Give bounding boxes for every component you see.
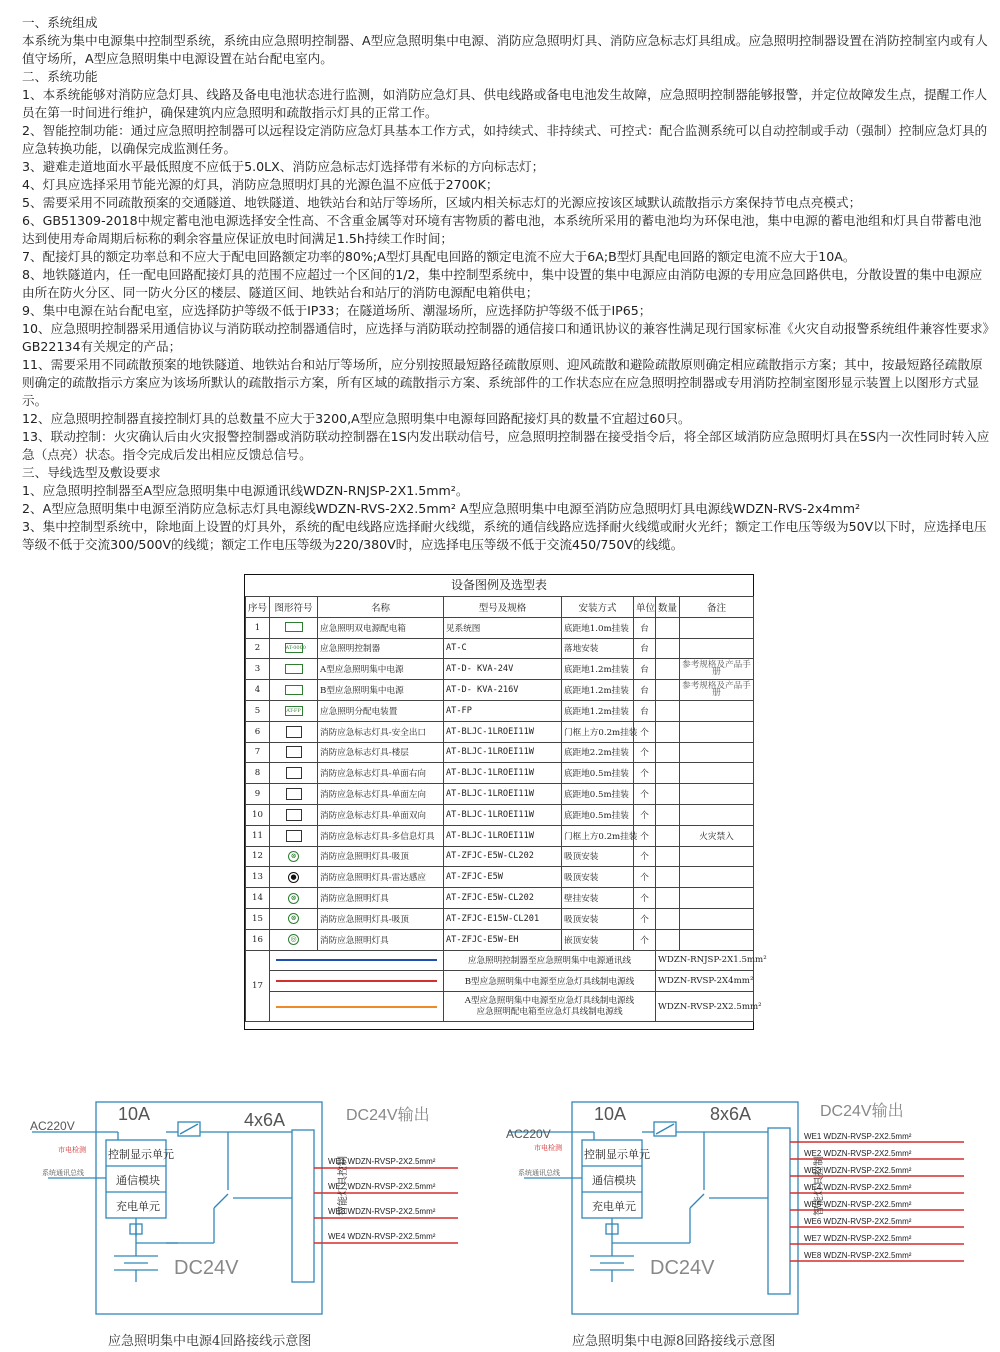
fuse-label: 10A <box>594 1104 627 1124</box>
circuit-label: WE6 WDZN-RVSP-2X2.5mm² <box>804 1217 912 1226</box>
cell-install: 门框上方0.2m挂装 <box>562 721 634 742</box>
line-desc: 应急照明控制器至应急照明集中电源通讯线 <box>444 950 656 971</box>
line-spec: WDZN-RNJSP-2X1.5mm² <box>656 950 754 971</box>
cell-install: 底距地1.2m挂装 <box>562 700 634 721</box>
cell-name: 应急照明双电源配电箱 <box>318 617 444 638</box>
table-row <box>246 742 754 763</box>
table-row <box>246 680 754 701</box>
heading-composition: 一、系统组成 <box>22 15 98 30</box>
line-desc-a: A型应急照明集中电源至应急灯具线制电源线 <box>464 995 635 1006</box>
cell-note <box>680 888 754 909</box>
wiring-diagram-4-circuit <box>28 1098 468 1320</box>
cell-note <box>680 617 754 638</box>
sign-light-symbol-icon <box>286 726 302 738</box>
dc-label: DC24V <box>650 1257 715 1279</box>
cell-symbol <box>270 680 318 701</box>
line-sample-cell <box>270 950 444 971</box>
table-row <box>246 804 754 825</box>
cell-qty <box>656 908 680 929</box>
cell-no: 11 <box>246 825 270 846</box>
equipment-symbol-icon <box>285 622 303 632</box>
cell-no: 3 <box>246 659 270 680</box>
cell-qty <box>656 846 680 867</box>
line-legend <box>246 950 767 1022</box>
cell-name: 消防应急照明灯具-吸顶 <box>318 908 444 929</box>
cell-unit: 台 <box>634 680 656 701</box>
fuse-label: 10A <box>118 1104 151 1124</box>
cell-symbol <box>270 929 318 950</box>
cell-install: 壁挂安装 <box>562 888 634 909</box>
cell-install: 底距地1.2m挂装 <box>562 659 634 680</box>
cell-unit: 个 <box>634 742 656 763</box>
paragraph: 7、配接灯具的额定功率总和不应大于配电回路额定功率的80%;A型灯具配电回路的额定电流不应大于6A;B型灯具配电回路的额定电流不应大于10A。 <box>22 249 856 264</box>
cell-symbol <box>270 659 318 680</box>
cell-unit: 个 <box>634 804 656 825</box>
cell-no: 5 <box>246 700 270 721</box>
equipment-symbol-icon <box>285 685 303 695</box>
circuit-label: WE7 WDZN-RVSP-2X2.5mm² <box>804 1234 912 1243</box>
cell-unit: 个 <box>634 908 656 929</box>
table-row <box>246 888 754 909</box>
diagram-caption-right: 应急照明集中电源8回路接线示意图 <box>572 1334 776 1349</box>
table-body <box>246 617 754 950</box>
table-row <box>246 846 754 867</box>
cell-qty <box>656 888 680 909</box>
paragraph: 3、集中控制型系统中，除地面上设置的灯具外，系统的配电线路应选择耐火线缆，系统的通信线路应选择耐火线缆或耐火光纤；额定工作电压等级为50V以下时，应选择电压等级不低于交流300/500V的线缆；额定工作电压等级为220/380V时，应选择电压等级不低于交流450/750V的线缆。 <box>22 519 987 552</box>
cell-symbol <box>270 825 318 846</box>
cell-unit: 台 <box>634 617 656 638</box>
paragraph: 2、智能控制功能：通过应急照明控制器可以远程设定消防应急灯具基本工作方式，如持续式、非持续式、可控式：配合监测系统可以自动控制或手动（强制）控制应急灯具的应急转换功能，以确保完成监测任务。 <box>22 123 988 156</box>
line-row <box>246 950 754 971</box>
ac-label: AC220V <box>30 1119 75 1133</box>
ac-sub-label: 市电检测 <box>534 1145 562 1152</box>
sign-light-symbol-icon <box>286 809 302 821</box>
cell-no: 2 <box>246 638 270 659</box>
light-symbol-icon: ● <box>288 872 299 883</box>
circuit-label: WE2 WDZN-RVSP-2X2.5mm² <box>804 1149 912 1158</box>
paragraph: 本系统为集中电源集中控制型系统，系统由应急照明控制器、A型应急照明集中电源、消防应急照明灯具、消防应急标志灯具组成。应急照明控制器设置在消防控制室内或有人值守场所，A型应急照明集中电源设置在站台配电室内。 <box>22 33 988 66</box>
cell-no: 1 <box>246 617 270 638</box>
circuit-label: WE3 WDZN-RVSP-2X2.5mm² <box>804 1166 912 1175</box>
cell-model: AT-FP <box>444 700 562 721</box>
cell-qty <box>656 804 680 825</box>
circuit-label: WE1 WDZN-RVSP-2X2.5mm² <box>328 1157 436 1166</box>
line-desc-b: 应急照明配电箱至应急灯具线制电源线 <box>476 1006 623 1017</box>
line-spec: WDZN-RVSP-2X4mm² <box>656 971 754 992</box>
cell-no: 7 <box>246 742 270 763</box>
cell-symbol <box>270 846 318 867</box>
paragraph: 9、集中电源在站台配电室，应选择防护等级不低于IP33；在隧道场所、潮湿场所，应选择防护等级不低于IP65； <box>22 303 652 318</box>
circuit-label: WE5 WDZN-RVSP-2X2.5mm² <box>804 1200 912 1209</box>
cell-symbol <box>270 763 318 784</box>
module-label: 充电单元 <box>116 1201 160 1213</box>
cell-model: AT-ZFJC-E15W-CL201 <box>444 908 562 929</box>
cell-name: 消防应急照明灯具 <box>318 888 444 909</box>
cell-note <box>680 700 754 721</box>
cell-name: 消防应急照明灯具-吸顶 <box>318 846 444 867</box>
cell-model: AT-BLJC-1LROEI11W <box>444 742 562 763</box>
line-desc <box>444 992 656 1022</box>
line-sample-cell <box>270 992 444 1022</box>
cell-install: 底距地0.5m挂装 <box>562 784 634 805</box>
cell-name: B型应急照明集中电源 <box>318 680 444 701</box>
cell-note: 参考规格及产品手册 <box>680 659 754 680</box>
ac-label: AC220V <box>506 1127 551 1141</box>
cell-qty <box>656 721 680 742</box>
cell-no: 8 <box>246 763 270 784</box>
cell-model: AT-ZFJC-E5W-EH <box>444 929 562 950</box>
sys-line-label: 系统通讯总线 <box>518 1170 560 1177</box>
cell-qty <box>656 680 680 701</box>
cell-model: AT-C <box>444 638 562 659</box>
cell-qty <box>656 742 680 763</box>
module-label: 通信模块 <box>592 1175 636 1187</box>
col-header: 型号及规格 <box>444 597 562 618</box>
col-header: 安装方式 <box>562 597 634 618</box>
cell-qty <box>656 929 680 950</box>
table-title: 设备图例及选型表 <box>245 575 753 597</box>
table-row <box>246 825 754 846</box>
circuit-label: WE3 WDZN-RVSP-2X2.5mm² <box>328 1207 436 1216</box>
cell-model: AT-D- KVA-216V <box>444 680 562 701</box>
table-row <box>246 929 754 950</box>
cell-qty <box>656 784 680 805</box>
cell-note <box>680 929 754 950</box>
table-row <box>246 721 754 742</box>
sign-light-symbol-icon <box>286 788 302 800</box>
out-fuse-label: 8x6A <box>710 1104 752 1124</box>
cell-name: 消防应急标志灯具-安全出口 <box>318 721 444 742</box>
light-symbol-icon: ⊗ <box>288 893 299 904</box>
equipment-symbol-icon: AT-FP <box>286 707 301 714</box>
cell-name: 应急照明控制器 <box>318 638 444 659</box>
cell-model: AT-ZFJC-E5W <box>444 867 562 888</box>
cell-install: 门框上方0.2m挂装 <box>562 825 634 846</box>
cell-no: 12 <box>246 846 270 867</box>
ac-sub-label: 市电检测 <box>58 1147 86 1154</box>
sign-light-symbol-icon <box>286 830 302 842</box>
bus-label: 智能灯具控制 <box>338 1156 349 1216</box>
light-symbol-icon: ◎ <box>288 934 299 945</box>
col-header: 备注 <box>680 597 754 618</box>
cell-name: 消防应急标志灯具-单面左向 <box>318 784 444 805</box>
cell-note <box>680 784 754 805</box>
cell-no: 4 <box>246 680 270 701</box>
cell-no: 10 <box>246 804 270 825</box>
cell-install: 底距地0.5m挂装 <box>562 804 634 825</box>
cell-model: AT-BLJC-1LROEI11W <box>444 721 562 742</box>
cell-unit: 个 <box>634 846 656 867</box>
cell-symbol <box>270 721 318 742</box>
line-spec: WDZN-RVSP-2X2.5mm² <box>656 992 754 1022</box>
cell-symbol <box>270 638 318 659</box>
cell-model: AT-BLJC-1LROEI11W <box>444 763 562 784</box>
table-row <box>246 700 754 721</box>
cell-symbol <box>270 617 318 638</box>
cell-no: 15 <box>246 908 270 929</box>
cell-name: 应急照明分配电装置 <box>318 700 444 721</box>
cell-install: 吸顶安装 <box>562 867 634 888</box>
dc-label: DC24V <box>174 1257 239 1279</box>
cell-install: 落地安装 <box>562 638 634 659</box>
cell-model: AT-BLJC-1LROEI11W <box>444 804 562 825</box>
cell-qty <box>656 617 680 638</box>
table-row <box>246 638 754 659</box>
line-desc: B型应急照明集中电源至应急灯具线制电源线 <box>444 971 656 992</box>
comm-line-symbol <box>276 959 437 961</box>
table-row <box>246 659 754 680</box>
cell-model: 见系统图 <box>444 617 562 638</box>
cell-unit: 台 <box>634 638 656 659</box>
paragraph: 6、GB51309-2018中规定蓄电池电源选择安全性高、不含重金属等对环境有害物质的蓄电池，本系统所采用的蓄电池均为环保电池，集中电源的蓄电池组和灯具自带蓄电池达到使用寿命周期后标称的剩余容量应保证放电时间满足1.5h持续工作时间； <box>22 213 982 246</box>
heading-wiring: 三、导线选型及敷设要求 <box>22 465 161 480</box>
cell-qty <box>656 659 680 680</box>
sign-light-symbol-icon <box>286 767 302 779</box>
wiring-diagram-8-circuit <box>504 1098 974 1320</box>
cell-name: A型应急照明集中电源 <box>318 659 444 680</box>
col-header: 单位 <box>634 597 656 618</box>
paragraph: 1、本系统能够对消防应急灯具、线路及备电电池状态进行监测，如消防应急灯具、供电线路或备电电池发生故障，应急照明控制器能够报警，并定位故障发生点，提醒工作人员在第一时间进行维护，确保建筑内应急照明和疏散指示灯具的正常工作。 <box>22 87 988 120</box>
cell-no: 14 <box>246 888 270 909</box>
sys-line-label: 系统通讯总线 <box>42 1170 84 1177</box>
cell-install: 吸顶安装 <box>562 846 634 867</box>
cell-symbol <box>270 742 318 763</box>
cell-note: 参考规格及产品手册 <box>680 680 754 701</box>
cell-name: 消防应急照明灯具-雷达感应 <box>318 867 444 888</box>
cell-note <box>680 763 754 784</box>
cell-note <box>680 867 754 888</box>
cell-name: 消防应急标志灯具-楼层 <box>318 742 444 763</box>
paragraph: 13、联动控制：火灾确认后由火灾报警控制器或消防联动控制器在1S内发出联动信号，应急照明控制器在接受指令后，将全部区域消防应急照明灯具在5S内一次性同时转入应急（点亮）状态。指令完成后发出相应反馈总信号。 <box>22 429 990 462</box>
sign-light-symbol-icon <box>286 746 302 758</box>
cell-unit: 个 <box>634 929 656 950</box>
col-header: 序号 <box>246 597 270 618</box>
table-header-row <box>246 597 754 618</box>
cell-note <box>680 804 754 825</box>
cell-symbol <box>270 804 318 825</box>
cell-note <box>680 846 754 867</box>
cell-qty <box>656 638 680 659</box>
cell-note <box>680 742 754 763</box>
cell-model: AT-D- KVA-24V <box>444 659 562 680</box>
table-grid <box>245 596 767 1022</box>
cell-install: 嵌顶安装 <box>562 929 634 950</box>
diagram-caption-left: 应急照明集中电源4回路接线示意图 <box>108 1334 312 1349</box>
col-header: 图形符号 <box>270 597 318 618</box>
circuit-label: WE4 WDZN-RVSP-2X2.5mm² <box>804 1183 912 1192</box>
col-header: 数量 <box>656 597 680 618</box>
out-fuse-label: 4x6A <box>244 1110 286 1130</box>
light-symbol-icon: ⊗ <box>288 913 299 924</box>
cell-install: 底距地0.5m挂装 <box>562 763 634 784</box>
line-sample-cell <box>270 971 444 992</box>
circuit-label: WE1 WDZN-RVSP-2X2.5mm² <box>804 1132 912 1141</box>
table-row <box>246 763 754 784</box>
bus-label: 智能灯具控制 <box>814 1156 825 1216</box>
cell-note <box>680 638 754 659</box>
cell-no: 17 <box>246 950 270 1022</box>
cell-name: 消防应急照明灯具 <box>318 929 444 950</box>
cell-model: AT-BLJC-1LROEI11W <box>444 825 562 846</box>
cell-qty <box>656 700 680 721</box>
paragraph: 1、应急照明控制器至A型应急照明集中电源通讯线WDZN-RNJSP-2X1.5mm²。 <box>22 483 469 498</box>
bus-box <box>768 1128 790 1294</box>
cell-unit: 个 <box>634 763 656 784</box>
cell-unit: 个 <box>634 784 656 805</box>
paragraph: 5、需要采用不同疏散预案的交通隧道、地铁隧道、地铁站台和站厅等场所，区域内相关标志灯的光源应按该区域默认疏散指示方案保持节电点亮模式； <box>22 195 862 210</box>
spec-text <box>22 14 990 554</box>
circuit-label: WE8 WDZN-RVSP-2X2.5mm² <box>804 1251 912 1260</box>
heading-function: 二、系统功能 <box>22 69 98 84</box>
cell-no: 16 <box>246 929 270 950</box>
equipment-table <box>244 574 767 1030</box>
power-line-b-symbol <box>276 980 437 982</box>
equipment-symbol-icon <box>285 664 303 674</box>
cell-install: 底距地2.2m挂装 <box>562 742 634 763</box>
cell-install: 底距地1.2m挂装 <box>562 680 634 701</box>
line-row <box>246 992 754 1022</box>
cell-name: 消防应急标志灯具-单面右向 <box>318 763 444 784</box>
module-label: 通信模块 <box>116 1175 160 1187</box>
cell-symbol <box>270 700 318 721</box>
cell-unit: 台 <box>634 659 656 680</box>
cell-no: 9 <box>246 784 270 805</box>
light-symbol-icon: ⊗ <box>288 851 299 862</box>
table-row <box>246 617 754 638</box>
cell-note <box>680 721 754 742</box>
cell-qty <box>656 867 680 888</box>
circuit-label: WE4 WDZN-RVSP-2X2.5mm² <box>328 1232 436 1241</box>
dc-out-label: DC24V输出 <box>346 1107 430 1124</box>
paragraph: 3、避难走道地面水平最低照度不应低于5.0LX、消防应急标志灯选择带有米标的方向标志灯； <box>22 159 545 174</box>
table-row <box>246 784 754 805</box>
module-label: 控制显示单元 <box>584 1149 650 1161</box>
cell-note: 火灾禁入 <box>680 825 754 846</box>
cell-unit: 台 <box>634 700 656 721</box>
cell-symbol <box>270 867 318 888</box>
cell-qty <box>656 763 680 784</box>
paragraph: 8、地铁隧道内，任一配电回路配接灯具的范围不应超过一个区间的1/2，集中控制型系统中，集中设置的集中电源应由消防电源的专用应急回路供电，分散设置的集中电源应由所在防火分区、同一防火分区的楼层、隧道区间、地铁站台和站厅的消防电源配电箱供电； <box>22 267 983 300</box>
col-header: 名称 <box>318 597 444 618</box>
paragraph: 11、需要采用不同疏散预案的地铁隧道、地铁站台和站厅等场所，应分别按照最短路径疏散原则、迎风疏散和避险疏散原则确定相应疏散指示方案；其中，按最短路径疏散原则确定的疏散指示方案应为该场所默认的疏散指示方案，所有区域的疏散指示方案、系统部件的工作状态应在应急照明控制器或专用消防控制室图形显示装置上以图形方式显示。 <box>22 357 983 408</box>
cell-note <box>680 908 754 929</box>
module-label: 控制显示单元 <box>108 1149 174 1161</box>
cell-no: 13 <box>246 867 270 888</box>
table-row <box>246 908 754 929</box>
cell-no: 6 <box>246 721 270 742</box>
dc-out-label: DC24V输出 <box>820 1103 904 1120</box>
power-line-a-symbol <box>276 1006 437 1008</box>
cell-model: AT-BLJC-1LROEI11W <box>444 784 562 805</box>
line-row <box>246 971 754 992</box>
cell-model: AT-ZFJC-E5W-CL202 <box>444 888 562 909</box>
table-row <box>246 867 754 888</box>
cell-name: 消防应急标志灯具-单面双向 <box>318 804 444 825</box>
cell-model: AT-ZFJC-E5W-CL202 <box>444 846 562 867</box>
cell-install: 吸顶安装 <box>562 908 634 929</box>
bus-box <box>292 1130 314 1282</box>
paragraph: 12、应急照明控制器直接控制灯具的总数量不应大于3200,A型应急照明集中电源每回路配接灯具的数量不宜超过60只。 <box>22 411 691 426</box>
module-label: 充电单元 <box>592 1201 636 1213</box>
cell-unit: 个 <box>634 825 656 846</box>
cell-qty <box>656 825 680 846</box>
cell-symbol <box>270 784 318 805</box>
cell-unit: 个 <box>634 721 656 742</box>
cell-unit: 个 <box>634 867 656 888</box>
circuit-label: WE2 WDZN-RVSP-2X2.5mm² <box>328 1182 436 1191</box>
cell-unit: 个 <box>634 888 656 909</box>
equipment-symbol-icon: AT-0000 <box>285 645 306 652</box>
cell-symbol <box>270 888 318 909</box>
cell-install: 底距地1.0m挂装 <box>562 617 634 638</box>
paragraph: 10、应急照明控制器采用通信协议与消防联动控制器通信时，应选择与消防联动控制器的通信接口和通讯协议的兼容性满足现行国家标准《火灾自动报警系统组件兼容性要求》GB22134有关规定的产品； <box>22 321 989 354</box>
cell-symbol <box>270 908 318 929</box>
paragraph: 2、A型应急照明集中电源至消防应急标志灯具电源线WDZN-RVS-2X2.5mm² A型应急照明集中电源至消防应急照明灯具电源线WDZN-RVS-2x4mm² <box>22 501 861 516</box>
paragraph: 4、灯具应选择采用节能光源的灯具，消防应急照明灯具的光源色温不应低于2700K； <box>22 177 499 192</box>
cell-name: 消防应急标志灯具-多信息灯具 <box>318 825 444 846</box>
